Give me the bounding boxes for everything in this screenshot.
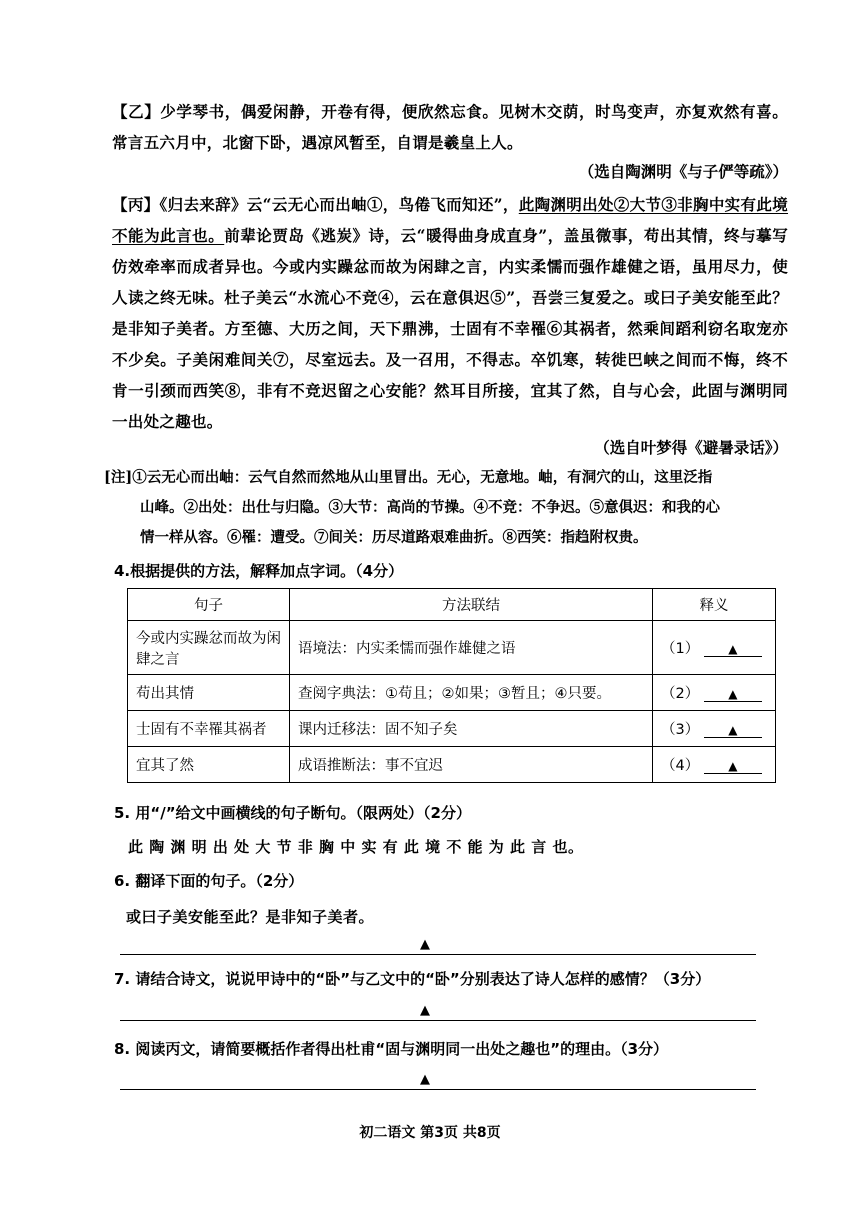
note-line-3: 情一样从容。⑥罹：遭受。⑦间关：历尽道路艰难曲折。⑧西笑：指趋附权贵。 [140,529,648,546]
answer-number: （1） [661,641,700,657]
answer-marker-7: ▲ [420,1003,430,1018]
row-sentence: 苟出其情 [128,675,290,711]
note-line-2: 山峰。②出处：出仕与归隐。③大节：高尚的节操。④不竞：不争迟。⑤意俱迟：和我的心 [140,499,720,516]
question-6-title: 6. 翻译下面的句子。（2分） [114,872,304,890]
table-row [128,747,776,783]
answer-number: （3） [661,722,700,738]
source-yi: （选自陶渊明《与子俨等疏》） [578,162,788,181]
page-footer: 初二语文 第3页 共8页 [359,1125,501,1141]
row-method: 成语推断法：事不宜迟 [290,747,653,783]
passage-bing-rest: 前辈论贾岛《逃炭》诗，云“暖得曲身成直身”，盖虽微事，苟出其情，终与摹写仿效牵率而成者异也。今或内实躁忿而故为闲肆之言，内实柔懦而强作雄健之语，虽用尽力，使人读之终无味。杜子美云“水流心不竞④，云在意俱迟⑤”，吾尝三复爱之。或曰子美安能至此？是非知子美者。方至德、大历之间，天下鼎沸，士固有不幸罹⑥其祸者，然乘间蹈利窃名取宠亦不少矣。子美闲难间关⑦，尽室远去。及一召用，不得志。卒饥寒，转徙巴峡之间而不悔，终不肯一引颈而西笑⑧，非有不竞迟留之心安能？然耳目所接，宜其了然，自与心会，此固与渊明同一出处之趣也。 [112,226,788,431]
row-sentence: 今或内实躁忿而故为闲肆之言 [128,621,290,675]
header-method: 方法联结 [290,589,653,621]
header-sentence: 句子 [128,589,290,621]
answer-number: （2） [661,686,700,702]
row-method: 查阅字典法：①苟且；②如果；③暂且；④只要。 [290,675,653,711]
notes [104,463,788,553]
answer-blank[interactable]: ▲ [704,687,762,702]
question-8-title: 8. 阅读丙文，请简要概括作者得出杜甫“固与渊明同一出处之趣也”的理由。（3分） [114,1040,669,1058]
answer-blank[interactable]: ▲ [704,642,762,657]
answer-blank[interactable]: ▲ [704,723,762,738]
answer-line-7[interactable] [120,1020,756,1021]
answer-marker-6: ▲ [420,937,430,952]
question-4-table [127,588,776,783]
table-row [128,621,776,675]
row-answer[interactable] [653,711,776,747]
row-answer[interactable] [653,621,776,675]
question-5-sentence: 此 陶 渊 明 出 处 大 节 非 胸 中 实 有 此 境 不 能 为 此 言 也。 [128,838,584,856]
passage-bing-lead: 【丙】《归去来辞》云“云无心而出岫①，鸟倦飞而知还”， [112,195,519,214]
header-meaning: 释义 [653,589,776,621]
table-header-row [128,589,776,621]
answer-line-8[interactable] [120,1089,756,1090]
note-line-1: [注]①云无心而出岫：云气自然而然地从山里冒出。无心，无意地。岫，有洞穴的山，这里泛指 [104,469,713,486]
question-4-title: 4.根据提供的方法，解释加点字词。（4分） [114,562,404,580]
row-method: 语境法：内实柔懦而强作雄健之语 [290,621,653,675]
row-sentence: 士固有不幸罹其祸者 [128,711,290,747]
row-sentence: 宜其了然 [128,747,290,783]
passage-bing [112,189,788,437]
answer-number: （4） [661,758,700,774]
answer-blank[interactable]: ▲ [704,759,762,774]
passage-bing-underlined: 此陶渊明出处②大节③非胸中实有此境不能为此言也。 [112,195,789,245]
answer-marker-8: ▲ [420,1072,430,1087]
question-7-title: 7. 请结合诗文，说说甲诗中的“卧”与乙文中的“卧”分别表达了诗人怎样的感情？（3分） [114,970,711,988]
source-bing: （选自叶梦得《避暑录话》） [594,438,788,457]
row-method: 课内迁移法：固不知子矣 [290,711,653,747]
question-5-title: 5. 用“/”给文中画横线的句子断句。（限两处）（2分） [114,804,471,822]
table-row [128,675,776,711]
row-answer[interactable] [653,747,776,783]
table-row [128,711,776,747]
question-6-sentence: 或曰子美安能至此？是非知子美者。 [126,908,375,926]
row-answer[interactable] [653,675,776,711]
passage-yi: 【乙】少学琴书，偶爱闲静，开卷有得，便欣然忘食。见树木交荫，时鸟变声，亦复欢然有喜。常言五六月中，北窗下卧，遇凉风暂至，自谓是羲皇上人。 [112,102,788,152]
answer-line-6[interactable] [120,954,756,955]
